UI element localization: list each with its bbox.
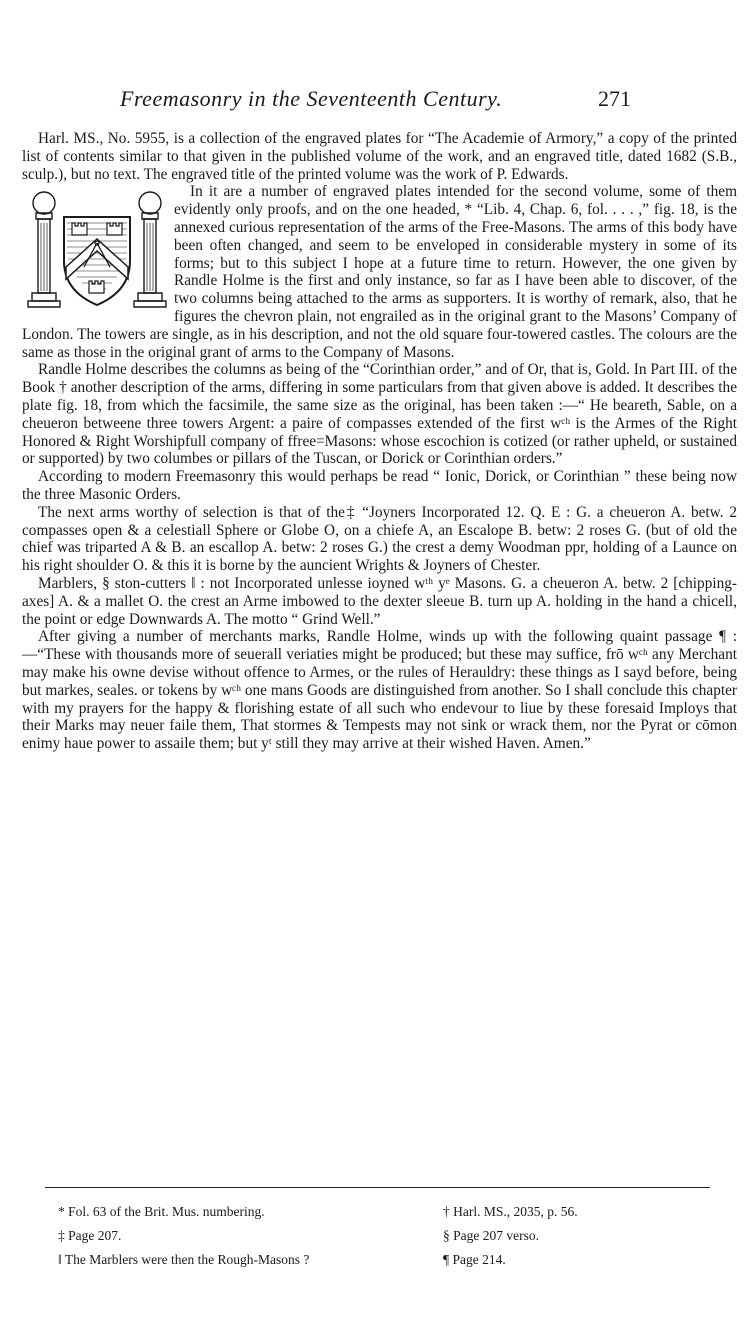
footnote: ‖ The Marblers were then the Rough-Masons ? bbox=[58, 1252, 310, 1267]
page-number: 271 bbox=[598, 86, 631, 111]
footnote: * Fol. 63 of the Brit. Mus. numbering. bbox=[58, 1204, 265, 1219]
paragraph: According to modern Freemasonry this would perhaps be read “ Ionic, Dorick, or Corinthian ” these being now the three Masonic Orders. bbox=[22, 468, 737, 503]
footnotes bbox=[58, 1200, 738, 1272]
footnote-row bbox=[58, 1200, 738, 1224]
footnote-row bbox=[58, 1224, 738, 1248]
paragraph: Harl. MS., No. 5955, is a collection of the engraved plates for “The Academie of Armory,” a copy of the printed list of contents similar to that given in the published volume of the work, and an engraved title, dated 1682 (S.B., sculp.), but no text. The engraved title of the printed volume was the work of P. Edwards. bbox=[22, 130, 737, 183]
paragraph: Randle Holme describes the columns as being of the “Corinthian order,” and of Or, that is, Gold. In Part III. of the Book † another description of the arms, differing in some particulars from that given above is added. It describes the plate fig. 18, from which the facsimile, the same size as the original, has been taken :—“ He beareth, Sable, on a cheueron betweene three towers Argent: a paire of compasses extended of the first wᶜʰ is the Armes of the Right Honored & Right Worshipfull company of ffree=Masons: whose escochion is cotized (or rather upheld, or sustained or supported) by two columbes or pillars of the Tuscan, or Dorick or Corinthian orders.” bbox=[22, 361, 737, 468]
page-header bbox=[0, 86, 754, 116]
footnote: ‡ Page 207. bbox=[58, 1228, 122, 1243]
arms-illustration-icon bbox=[22, 187, 172, 311]
paragraph: In it are a number of engraved plates intended for the second volume, some of them evidently only proofs, and on the one headed, * “Lib. 4, Chap. 6, fol. . . . ,” fig. 18, is the annexed curious representation of the arms of the Free-Masons. The arms of this body have been often changed, and seem to be enveloped in considerable mystery in some of its forms; but to this subject I hope at a future time to return. However, the one given by Randle Holme is the first and only instance, so far as I have been able to discover, of the two columns being attached to the arms as supporters. It is worthy of remark, also, that he figures the chevron plain, not engrailed as in the original grant to the Masons’ Company of London. The towers are single, as in his description, and not the old square four-towered castles. The colours are the same as those in the original grant of arms to the Company of Masons. bbox=[22, 183, 737, 361]
paragraph: Marblers, § ston-cutters ‖ : not Incorporated unlesse ioyned wᵗʰ yᵉ Masons. G. a cheueron A. betw. 2 [chipping-axes] A. & a mallet O. the crest an Arme imbowed to the dexter sleeue B. turn up A. holding in the hand a chicell, the point or edge Downwards A. The motto “ Grind Well.” bbox=[22, 574, 737, 628]
footnote: ¶ Page 214. bbox=[443, 1252, 506, 1267]
footnote-divider bbox=[45, 1187, 710, 1188]
footnote: § Page 207 verso. bbox=[443, 1228, 539, 1243]
main-text bbox=[22, 130, 737, 753]
paragraph: The next arms worthy of selection is that of the‡ “Joyners Incorporated 12. Q. E : G. a cheueron A. betw. 2 compasses open & a celestiall Sphere or Globe O, on a chiefe A, an Escalope B. betw: 2 roses G. (but of old the chief was triparted A & B. an escallop A. betw: 2 roses G.) the crest a demy Woodman ppr, holding of a Launce on his right shoulder O. & this it is borne by the auncient Wrights & Joyners of Chester. bbox=[22, 503, 737, 575]
footnote-row bbox=[58, 1248, 738, 1272]
footnote: † Harl. MS., 2035, p. 56. bbox=[443, 1204, 578, 1219]
paragraph: After giving a number of merchants marks, Randle Holme, winds up with the following quaint passage ¶ :—“These with thousands more of seuerall veriaties might be produced; but these may suffice, frō wᶜʰ any Merchant may make his owne devise without offence to Armes, or the rules of Herauldry: these things as I sayd before, being but markes, seales. or tokens by wᶜʰ one mans Goods are distinguished from another. So I shall conclude this chapter with my prayers for the happy & florishing estate of all such who endevour to liue by these foresaid Imploys that their Marks may neuer faile them, That stormes & Tempests may not sink or wrack them, nor the Pyrat or cōmon enimy haue power to assaile them; but yᵗ still they may arrive at their wished Haven. Amen.” bbox=[22, 628, 737, 753]
running-title: Freemasonry in the Seventeenth Century. bbox=[120, 86, 503, 111]
